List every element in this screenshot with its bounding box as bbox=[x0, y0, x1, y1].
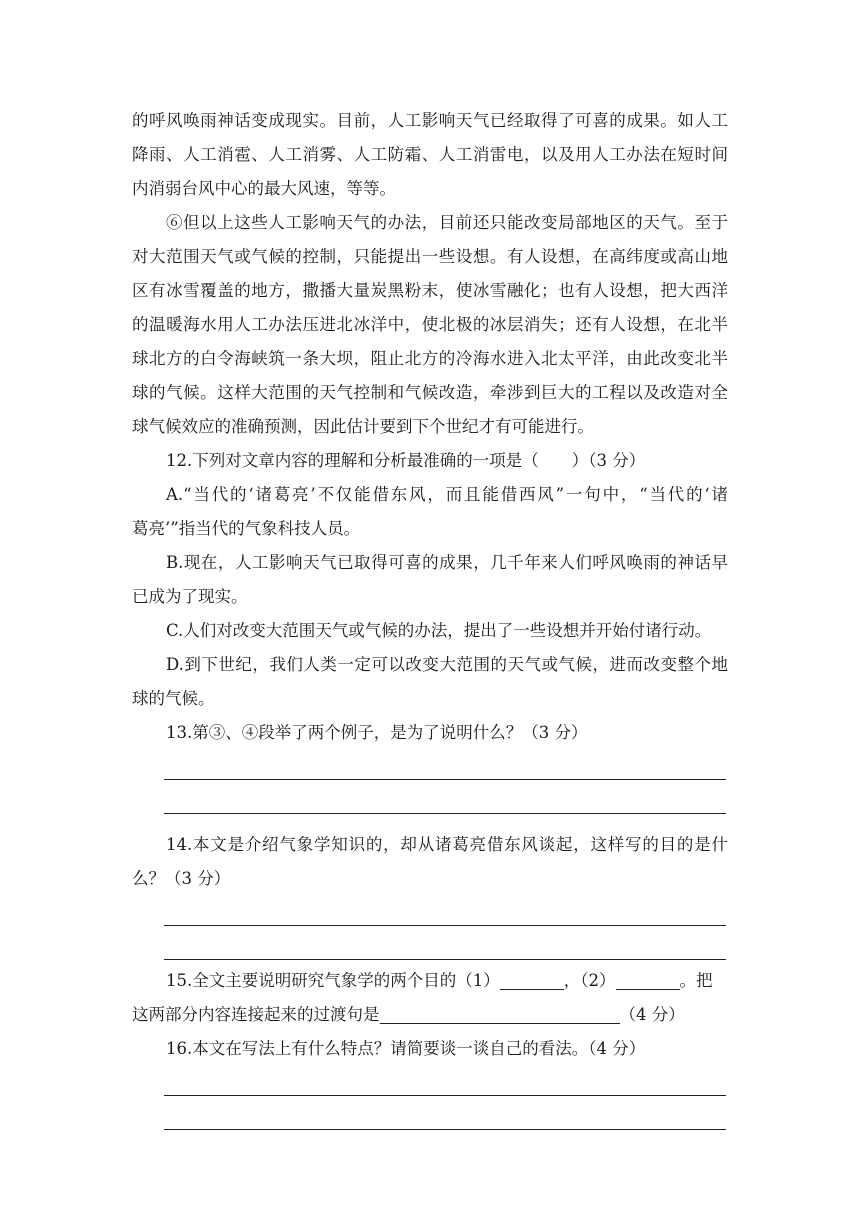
text-line: 球的气候。这样大范围的天气控制和气候改造，牵涉到巨大的工程以及改造对全 bbox=[132, 383, 728, 402]
fill-blank-3[interactable] bbox=[380, 1003, 620, 1024]
question-16 bbox=[132, 1032, 728, 1134]
option-b: B.现在，人工影响天气已取得可喜的成果，几千年来人们呼风唤雨的神话早 bbox=[166, 553, 728, 572]
option-a-cont: 葛亮’”指当代的气象科技人员。 bbox=[132, 519, 361, 538]
option-d: D.到下世纪，我们人类一定可以改变大范围的天气或气候，进而改变整个地 bbox=[166, 655, 728, 674]
text-line: 内消弱台风中心的最大风速，等等。 bbox=[132, 179, 396, 198]
q15-text-4: 这两部分内容连接起来的过渡句是 bbox=[132, 1005, 380, 1024]
question-stem-cont bbox=[132, 998, 728, 1032]
answer-line[interactable] bbox=[132, 930, 728, 964]
question-stem: 14.本文是介绍气象学知识的，却从诸葛亮借东风谈起，这样写的目的是什 bbox=[166, 835, 728, 854]
passage-paragraph-5-continued bbox=[132, 104, 728, 206]
option-d-cont: 球的气候。 bbox=[132, 689, 215, 708]
question-12 bbox=[132, 444, 728, 716]
answer-line[interactable] bbox=[132, 750, 728, 784]
text-line: 降雨、人工消雹、人工消雾、人工防霜、人工消雷电，以及用人工办法在短时间 bbox=[132, 145, 728, 164]
question-15 bbox=[132, 964, 728, 1032]
text-line: 的呼风唤雨神话变成现实。目前，人工影响天气已经取得了可喜的成果。如人工 bbox=[132, 111, 728, 130]
question-stem: 13.第③、④段举了两个例子，是为了说明什么？（3 分） bbox=[166, 723, 588, 742]
answer-line[interactable] bbox=[132, 1100, 728, 1134]
q15-text-2: ，（2） bbox=[563, 971, 616, 990]
answer-line[interactable] bbox=[132, 896, 728, 930]
answer-line[interactable] bbox=[132, 1066, 728, 1100]
passage-paragraph-6 bbox=[132, 206, 728, 444]
question-stem bbox=[132, 964, 728, 998]
q15-text-1: 15.全文主要说明研究气象学的两个目的（1） bbox=[166, 971, 500, 990]
question-stem-cont: 么？（3 分） bbox=[132, 869, 231, 888]
text-line: 区有冰雪覆盖的地方，撒播大量炭黑粉末，使冰雪融化；也有人设想，把大西洋 bbox=[132, 281, 728, 300]
text-line: 球气候效应的准确预测，因此估计要到下个世纪才有可能进行。 bbox=[132, 417, 594, 436]
text-line: 的温暖海水用人工办法压进北冰洋中，使北极的冰层消失；还有人设想，在北半 bbox=[132, 315, 728, 334]
text-line: 对大范围天气或气候的控制，只能提出一些设想。有人设想，在高纬度或高山地 bbox=[132, 247, 728, 266]
option-a: A.“当代的‘诸葛亮’不仅能借东风，而且能借西风”一句中，“当代的‘诸 bbox=[166, 485, 728, 504]
fill-blank-2[interactable] bbox=[616, 969, 680, 990]
question-stem: 16.本文在写法上有什么特点？请简要谈一谈自己的看法。（4 分） bbox=[166, 1039, 646, 1058]
text-line: 球北方的白令海峡筑一条大坝，阻止北方的冷海水进入北太平洋，由此改变北半 bbox=[132, 349, 728, 368]
text-line: ⑥但以上这些人工影响天气的办法，目前还只能改变局部地区的天气。至于 bbox=[166, 213, 728, 232]
question-14 bbox=[132, 828, 728, 964]
question-13 bbox=[132, 716, 728, 828]
q15-text-3: 。把 bbox=[679, 971, 713, 990]
fill-blank-1[interactable] bbox=[500, 969, 564, 990]
q15-text-5: （4 分） bbox=[619, 1005, 685, 1024]
question-stem: 12.下列对文章内容的理解和分析最准确的一项是（ ）（3 分） bbox=[166, 451, 646, 470]
option-b-cont: 已成为了现实。 bbox=[132, 587, 248, 606]
option-c: C.人们对改变大范围天气或气候的办法，提出了一些设想并开始付诸行动。 bbox=[166, 621, 712, 640]
answer-line[interactable] bbox=[132, 784, 728, 818]
